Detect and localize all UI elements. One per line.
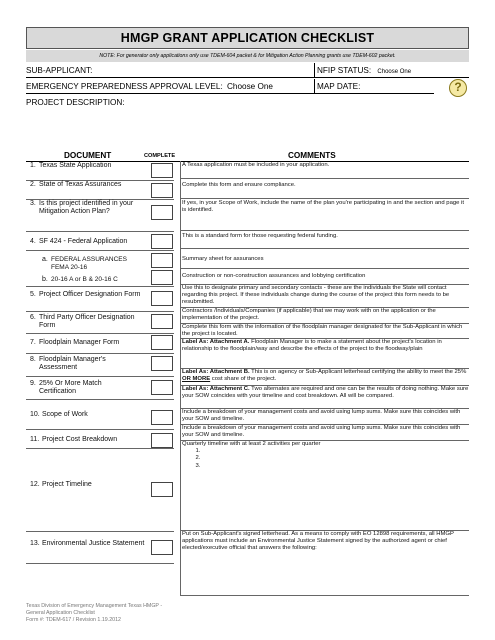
row-divider	[26, 399, 174, 400]
page-title: HMGP GRANT APPLICATION CHECKLIST	[26, 27, 469, 49]
comment-text: Put on Sub-Applicant's signed letterhead. As a means to comply with EO 12898 requirements, all HMGP applications must include an Environmental Justice Statement signed by the authorized agent or chief elected/executive official that answers the following:	[182, 531, 454, 552]
row-divider	[180, 198, 469, 199]
comment-text: Complete this form with the information of the floodplain manager designated for the Sub-Applicant in which the project is located.	[182, 324, 463, 338]
column-header-document: DOCUMENT	[64, 151, 112, 160]
document-item: 9. 25% Or More Match Certification	[30, 380, 102, 396]
comment-text: Contractors /Individuals/Companies (if applicable) that we may work with on the application or the implementation of the project.	[182, 308, 436, 322]
nfip-status-field	[314, 63, 469, 78]
document-item: 8. Floodplain Manager's Assessment	[30, 356, 106, 372]
document-item: 1. Texas State Application	[30, 162, 112, 169]
complete-checkbox[interactable]	[151, 163, 173, 178]
project-description-field[interactable]	[26, 95, 314, 110]
list-item	[202, 455, 469, 462]
complete-checkbox[interactable]	[151, 314, 173, 329]
document-item: a. FEDERAL ASSURANCES FEMA 20-16	[42, 256, 127, 271]
comment-text: Use this to designate primary and secondary contacts - these are the individuals the State will contact regarding this project. If these individuals change during the course of the project this form needs to be resubmitted.	[182, 285, 450, 306]
row-divider	[26, 531, 174, 532]
complete-checkbox[interactable]	[151, 380, 173, 395]
complete-checkbox[interactable]	[151, 410, 173, 425]
comment-text: If yes, in your Scope of Work, include the name of the plan you're participating in and the section and page it is identified.	[182, 200, 464, 214]
row-divider	[180, 178, 469, 179]
sub-applicant-field[interactable]	[26, 63, 314, 78]
column-header-complete: COMPLETE	[144, 153, 176, 159]
document-item: 3. Is this project identified in your Mitigation Action Plan?	[30, 200, 134, 216]
comment-text: Label As: Attachment B. This is on agency or Sub-Applicant letterhead certifying the ability to meet the 25% OR MORE cost share of the project.	[182, 369, 467, 383]
comment-text: Include a breakdown of your management costs and avoid using lump sums. Make sure this coincides with your SOW and timeline.	[182, 409, 461, 423]
complete-checkbox[interactable]	[151, 205, 173, 220]
map-date-label: MAP DATE:	[317, 82, 361, 91]
document-item: 12. Project Timeline	[30, 481, 92, 488]
row-divider	[180, 595, 469, 596]
comment-text: Label As: Attachment C. Two alternates are required and one can be the results of doing nothing. Make sure your SOW coincides with your timeline and cost breakdown. All will be compared.	[182, 386, 469, 400]
document-item: 13. Environmental Justice Statement	[30, 540, 145, 547]
project-description-label: PROJECT DESCRIPTION:	[26, 98, 125, 107]
row-divider	[26, 429, 174, 430]
list-item	[202, 463, 469, 470]
complete-checkbox[interactable]	[151, 335, 173, 350]
ep-level-label: EMERGENCY PREPAREDNESS APPROVAL LEVEL:	[26, 82, 223, 91]
complete-checkbox[interactable]	[151, 183, 173, 198]
question-mark-icon[interactable]: ?	[449, 79, 467, 97]
row-divider	[180, 268, 469, 269]
packet-note: NOTE: For generator only applications only use TDEM-604 packet & for Mitigation Action Planning grants use TDEM-602 packet.	[26, 50, 469, 62]
complete-checkbox[interactable]	[151, 234, 173, 249]
document-item: 2. State of Texas Assurances	[30, 181, 122, 188]
row-divider	[26, 563, 174, 564]
complete-checkbox[interactable]	[151, 540, 173, 555]
complete-checkbox[interactable]	[151, 356, 173, 371]
document-item: 10. Scope of Work	[30, 411, 88, 418]
row-divider	[26, 333, 174, 334]
row-divider	[26, 250, 174, 251]
comment-text: Construction or non-construction assurances and lobbying certification	[182, 273, 366, 279]
map-date-field[interactable]	[314, 79, 434, 94]
comment-text: Summary sheet for assurances	[182, 256, 264, 262]
nfip-status-label: NFIP STATUS:	[317, 66, 372, 75]
row-divider	[26, 376, 174, 377]
row-divider	[26, 448, 174, 449]
complete-checkbox[interactable]	[151, 270, 173, 285]
row-divider	[26, 353, 174, 354]
row-divider	[180, 230, 469, 231]
document-item: b. 20-16 A or B & 20-16 C	[42, 276, 118, 283]
document-item: 6. Third Party Officer Designation Form	[30, 314, 135, 330]
complete-checkbox[interactable]	[151, 253, 173, 268]
comment-text: Quarterly timeline with at least 2 activities per quarter 1. 2. 3.	[182, 441, 469, 470]
row-divider	[26, 231, 174, 232]
ep-level-dropdown[interactable]: Choose One	[227, 82, 273, 91]
sub-applicant-label: SUB-APPLICANT:	[26, 66, 93, 75]
complete-checkbox[interactable]	[151, 291, 173, 306]
comment-text: Label As: Attachment A. Floodplain Manager is to make a statement about the project's location in relationship to the floodplain/way and describe the effects of the project to the floodway/plain	[182, 339, 442, 353]
comment-text: This is a standard form for those requesting federal funding.	[182, 233, 338, 239]
ep-level-field	[26, 79, 314, 94]
complete-checkbox[interactable]	[151, 482, 173, 497]
column-header-comments: COMMENTS	[288, 151, 336, 160]
footer: Texas Division of Emergency Management Texas HMGP - General Application Checklist Form #: TDEM-617 / Revision 1.19.2012	[26, 603, 163, 623]
document-item: 11. Project Cost Breakdown	[30, 436, 118, 443]
comment-text: A Texas application must be included in your application.	[182, 162, 330, 168]
row-divider	[26, 286, 174, 287]
document-item: 4. SF 424 - Federal Application	[30, 238, 128, 245]
comment-text: Include a breakdown of your management costs and avoid using lump sums. Make sure this coincides with your SOW and timeline.	[182, 425, 461, 439]
comment-text: Complete this form and ensure compliance.	[182, 182, 296, 188]
row-divider	[26, 311, 174, 312]
row-divider	[180, 248, 469, 249]
document-item: 5. Project Officer Designation Form	[30, 291, 141, 298]
nfip-status-dropdown[interactable]: Choose One	[377, 69, 412, 75]
list-item	[202, 448, 469, 455]
complete-checkbox[interactable]	[151, 433, 173, 448]
document-item: 7. Floodplain Manager Form	[30, 339, 120, 346]
